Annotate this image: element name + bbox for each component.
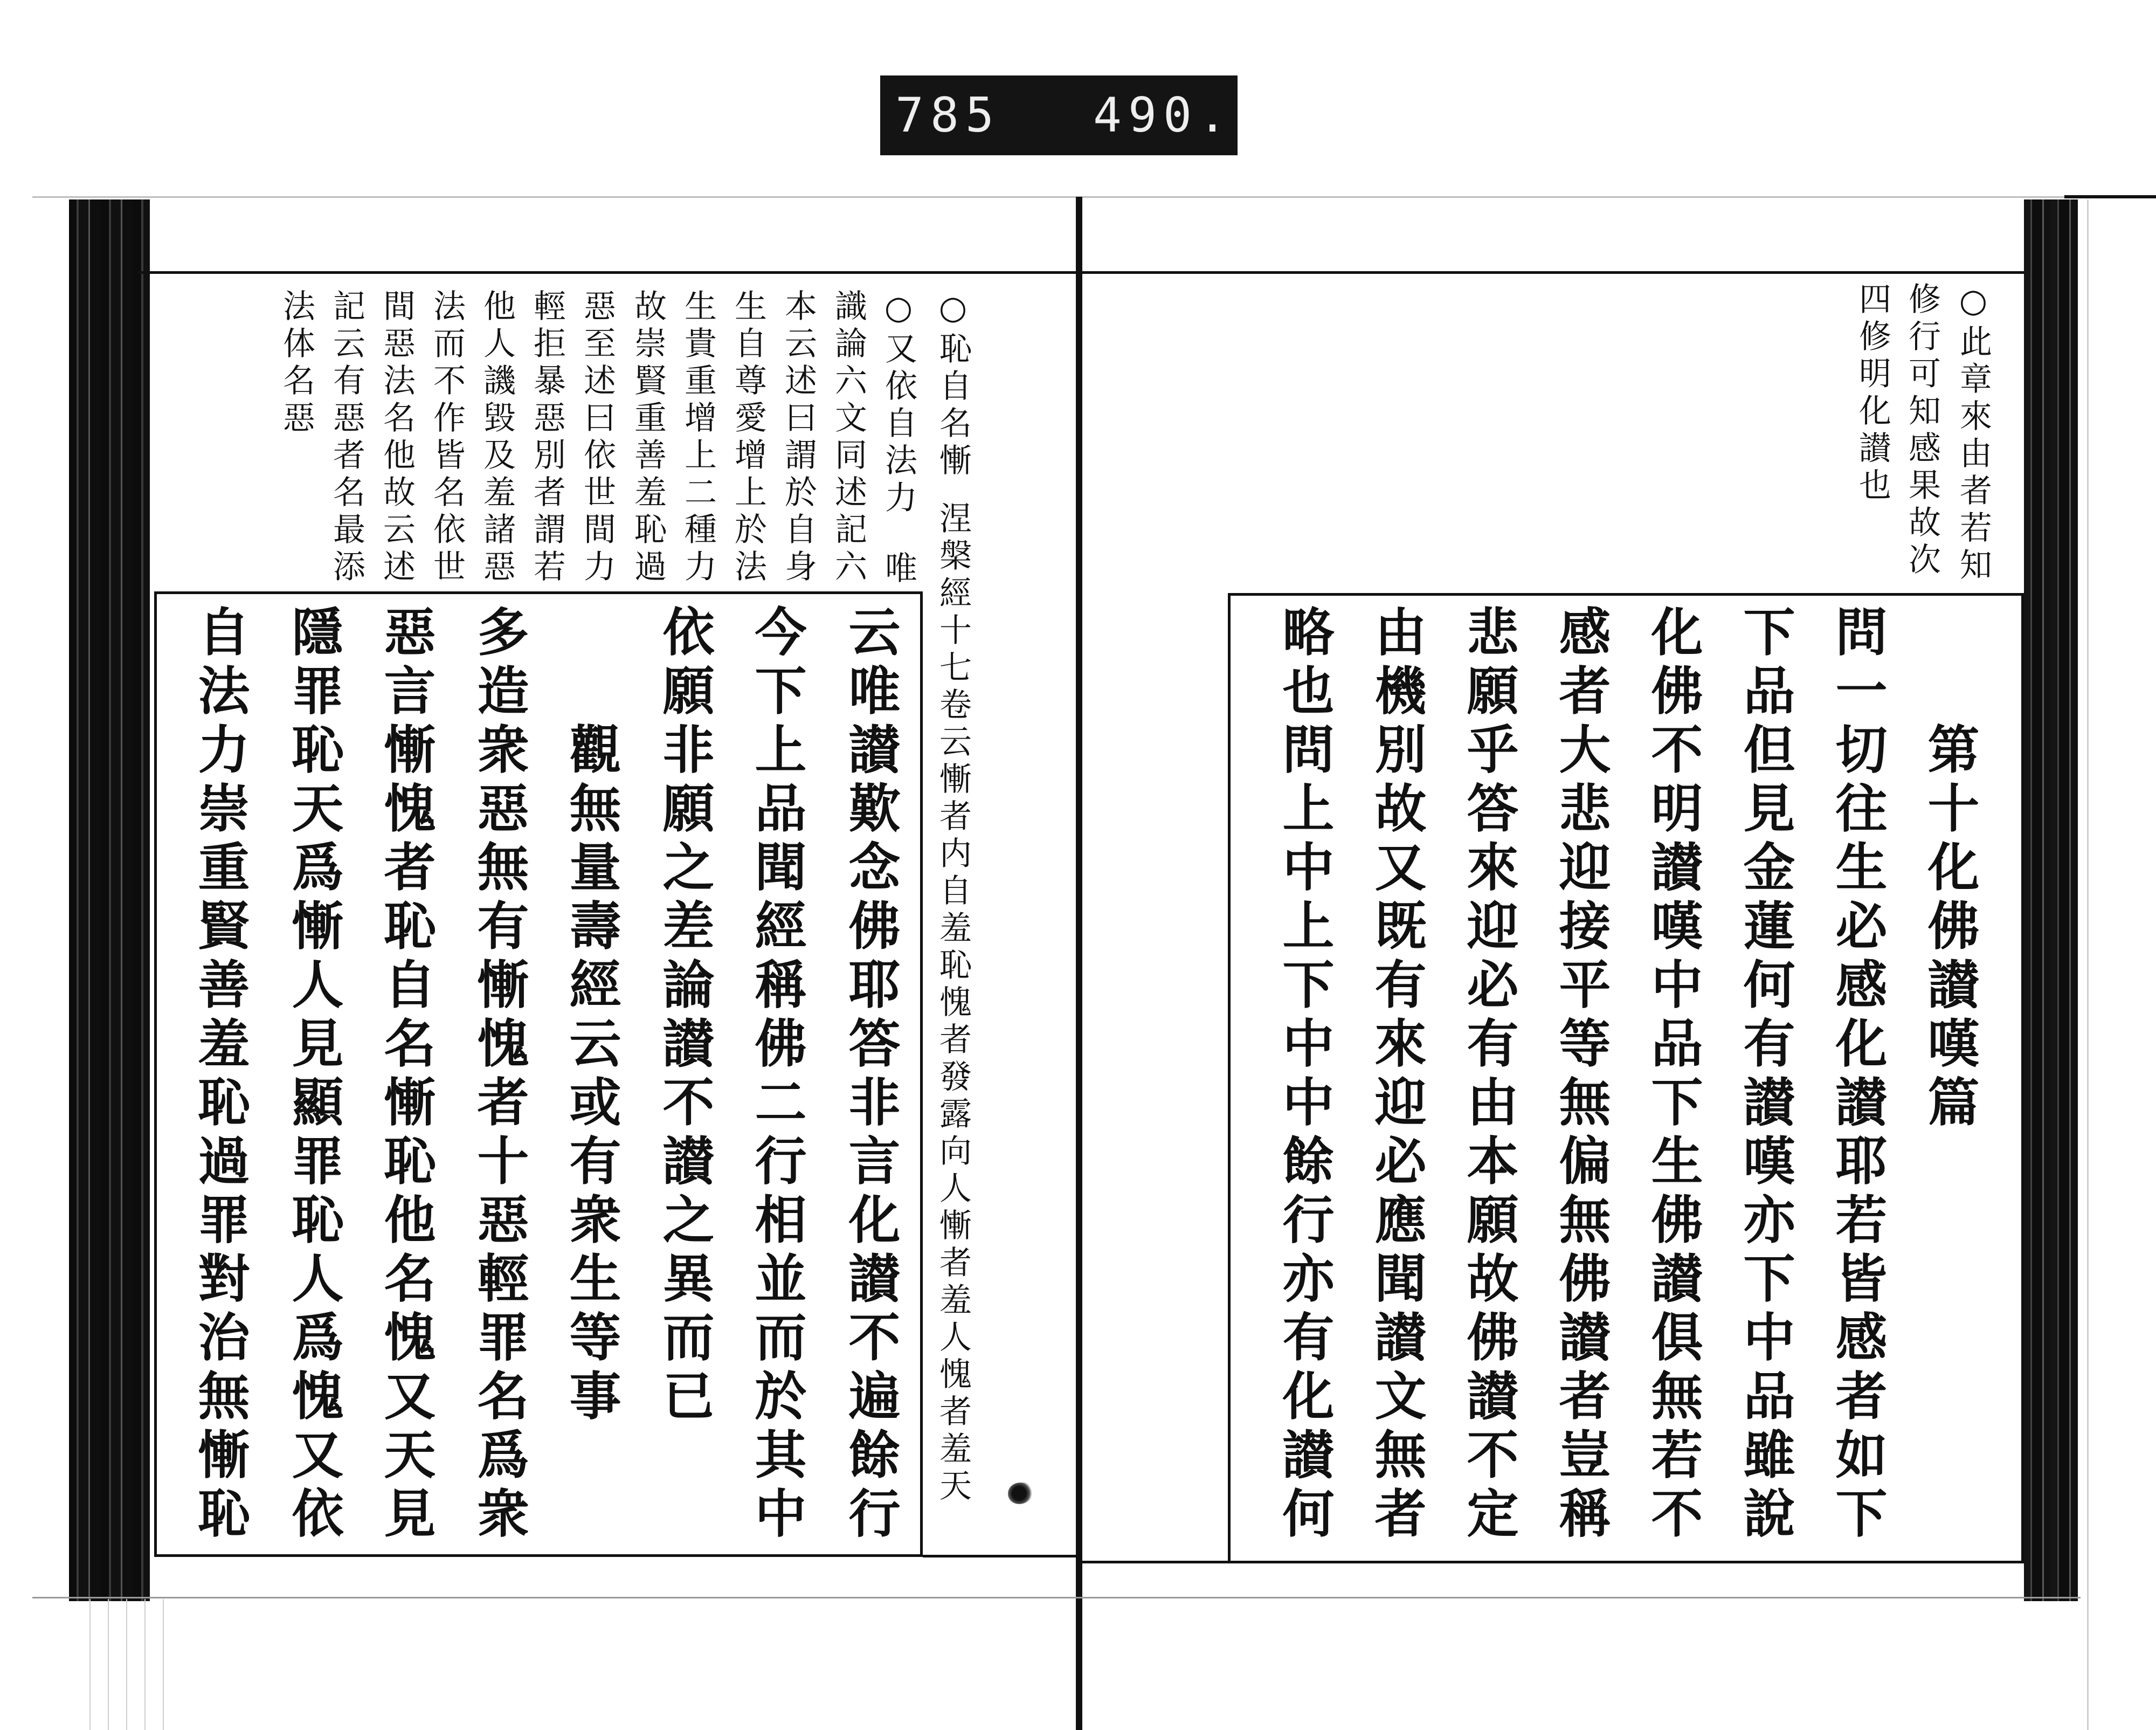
ink-blot [1008, 1483, 1033, 1504]
page-edge-streaks [81, 1599, 178, 1730]
left-body-column: 惡言慚愧者恥自名慚恥他名愧又天見 [376, 605, 437, 1545]
book-bottom-edge [32, 1597, 2081, 1598]
right-page-main-box [1228, 593, 2024, 1563]
left-head-note-column: 輕拒暴惡別者謂若 [528, 289, 566, 587]
left-head-note-column: 間惡法名他故云述 [378, 289, 416, 587]
right-body-column: 由機別故又既有來迎必應聞讃文無者 [1366, 605, 1427, 1545]
right-body-column: 悲願乎答來迎必有由本願故佛讃不定 [1459, 605, 1519, 1545]
right-head-note-column: 四修明化讃也 [1854, 282, 1891, 505]
left-body-column: 云唯讃歎念佛耶答非言化讃不遍餘行 [840, 605, 901, 1545]
right-margin-line [2087, 199, 2089, 1730]
left-head-note-column: 生自尊愛增上於法 [729, 289, 767, 587]
right-book-edge [2024, 199, 2078, 1601]
left-body-column: 多造衆惡無有慚愧者十惡輕罪名爲衆 [469, 605, 530, 1545]
left-head-note-column: 記云有惡者名最添 [328, 289, 365, 587]
left-body-column: 今下上品聞經稱佛二行相並而於其中 [747, 605, 807, 1545]
left-head-note-column: ○又依自法力 [880, 289, 917, 518]
right-page-top-rule [1082, 271, 2024, 274]
left-page-bottom-rule [923, 1555, 1077, 1557]
left-margin-note-column: 涅槃經十七卷云慚者内自羞恥愧者發露向人慚者羞人愧者羞天 [934, 501, 972, 1506]
right-body-column: 下品但見金蓮何有讃嘆亦下中品雖說 [1735, 605, 1796, 1545]
left-page-main-box [154, 591, 923, 1557]
right-body-column: 略也問上中上下中中餘行亦有化讃何 [1274, 605, 1335, 1545]
left-head-note-column: 唯 [880, 551, 917, 588]
left-head-note-column: 惡至述曰依世間力 [578, 289, 616, 587]
right-head-note-column: 修行可知感果故次 [1903, 282, 1941, 580]
center-gutter-line [1076, 197, 1082, 1730]
left-head-note-column: 法体名惡 [278, 289, 315, 438]
book-top-edge [32, 196, 2070, 198]
left-head-note-column: 生貴重增上二種力 [679, 289, 717, 587]
left-head-note-column: 識論六文同述記六 [830, 289, 867, 587]
left-head-note-column: 法而不作皆名依世 [428, 289, 466, 587]
left-head-note-column: 他人譏毀及羞諸惡 [478, 289, 516, 587]
left-book-edge [69, 199, 150, 1601]
catalog-number-left: 785 [895, 87, 1000, 143]
right-body-column: 問一切往生必感化讃耶若皆感者如下 [1827, 605, 1888, 1545]
left-body-column: 觀無量壽經云或有衆生等事 [561, 722, 622, 1428]
left-body-column: 自法力崇重賢善羞恥過罪對治無慚恥 [190, 605, 251, 1545]
left-page-top-rule [137, 271, 1078, 274]
catalog-number-label [880, 75, 1238, 155]
left-body-column: 隱罪恥天爲慚人見顯罪恥人爲愧又依 [284, 605, 344, 1545]
left-head-note-column: 故崇賢重善羞恥過 [629, 289, 667, 587]
right-page-bottom-rule [1082, 1561, 1229, 1563]
right-head-note-column: ○此章來由者若知 [1954, 282, 1992, 585]
catalog-number-right: 490. [1093, 87, 1233, 143]
left-head-note-column: 本云述曰謂於自身 [779, 289, 817, 587]
right-body-column: 化佛不明讃嘆中品下生佛讃俱無若不 [1643, 605, 1704, 1545]
top-right-edge-line [2064, 195, 2156, 198]
left-head-note-column: ○恥自名慚 [934, 289, 972, 480]
chapter-title: 第十化佛讃嘆篇 [1919, 722, 1980, 1134]
right-body-column: 感者大悲迎接平等無偏無佛讃者豈稱 [1551, 605, 1612, 1545]
left-body-column: 依願非願之差論讃不讃之異而已 [654, 605, 715, 1428]
